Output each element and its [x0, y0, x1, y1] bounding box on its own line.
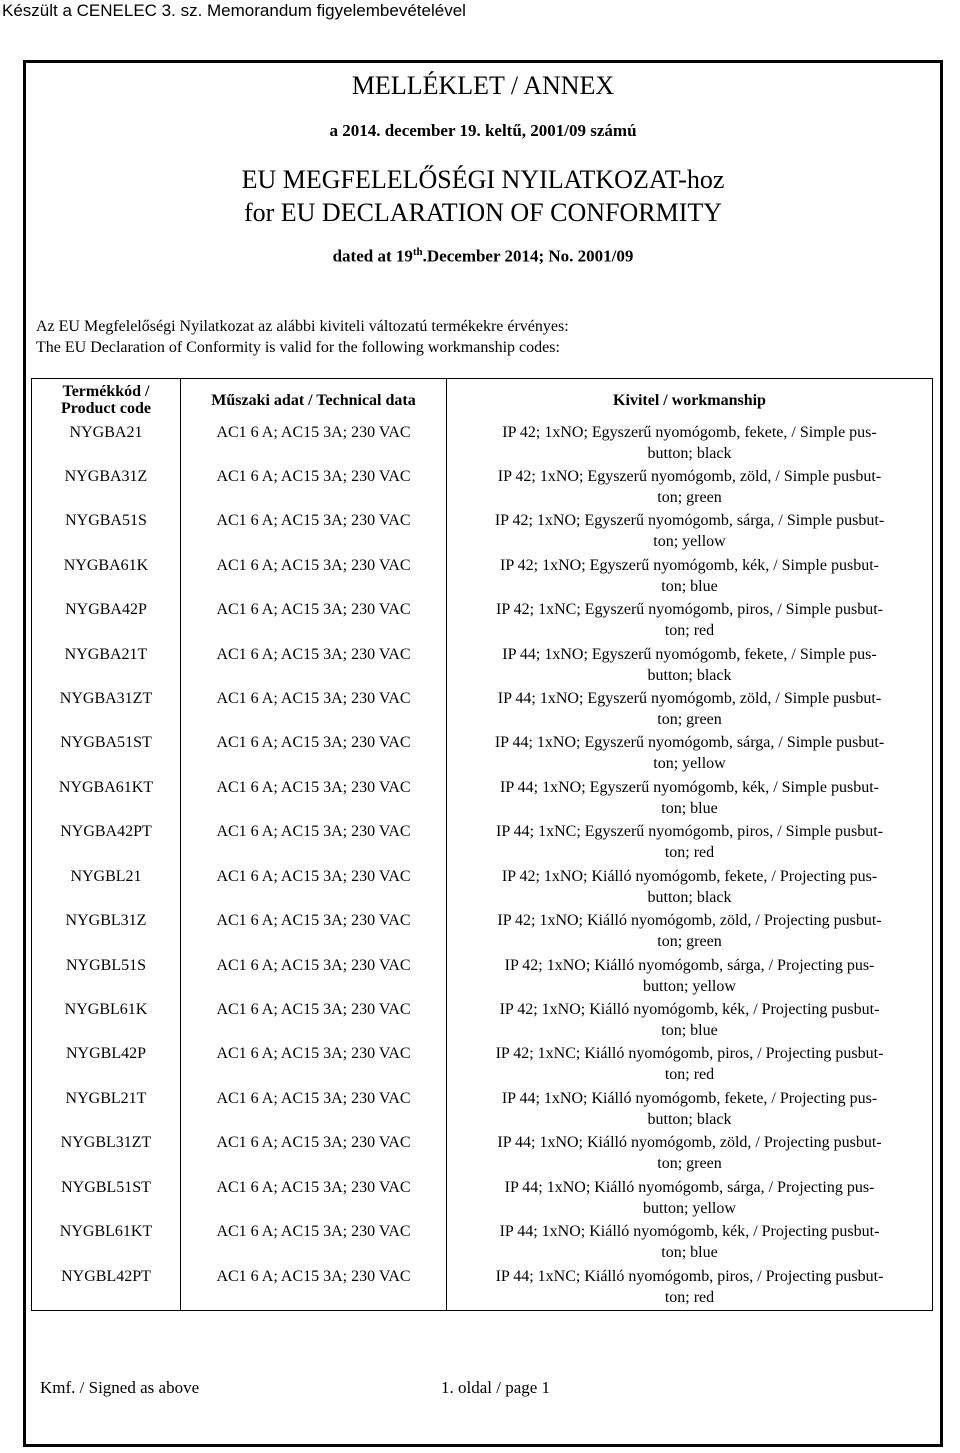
- workmanship-line1: IP 44; 1xNO; Kiálló nyomógomb, sárga, / Projecting pus-: [504, 1178, 875, 1196]
- table-row: [32, 821, 933, 865]
- workmanship-cell: [447, 1177, 933, 1221]
- dated-suffix: .December 2014; No. 2001/09: [422, 246, 634, 266]
- table-row: [32, 1088, 933, 1132]
- technical-data-cell: AC1 6 A; AC15 3A; 230 VAC: [181, 466, 447, 510]
- annex-subtitle: a 2014. december 19. keltű, 2001/09 számú: [329, 121, 637, 140]
- table-row: [32, 1266, 933, 1311]
- workmanship-line2: button; black: [647, 888, 732, 906]
- technical-data-cell: AC1 6 A; AC15 3A; 230 VAC: [181, 599, 447, 643]
- technical-data-cell: AC1 6 A; AC15 3A; 230 VAC: [181, 555, 447, 599]
- workmanship-line2: button; black: [647, 1110, 732, 1128]
- workmanship-line2: ton; red: [664, 844, 715, 862]
- workmanship-line2: ton; blue: [661, 799, 718, 817]
- workmanship-line2: button; yellow: [643, 977, 736, 995]
- workmanship-cell: [447, 688, 933, 732]
- table-row: [32, 777, 933, 821]
- table-row: [32, 644, 933, 688]
- workmanship-line2: ton; blue: [661, 1244, 718, 1262]
- technical-data-cell: AC1 6 A; AC15 3A; 230 VAC: [181, 866, 447, 910]
- intro-text-hu: Az EU Megfelelőségi Nyilatkozat az alábbi kiviteli változatú termékekre érvényes:: [36, 318, 569, 335]
- product-code-cell: NYGBL42PT: [32, 1266, 181, 1311]
- technical-data-cell: AC1 6 A; AC15 3A; 230 VAC: [181, 1043, 447, 1087]
- workmanship-line1: IP 44; 1xNO; Kiálló nyomógomb, fekete, / Projecting pus-: [501, 1089, 878, 1107]
- technical-data-cell: AC1 6 A; AC15 3A; 230 VAC: [181, 1266, 447, 1311]
- table-row: [32, 510, 933, 554]
- declaration-heading-hu: EU MEGFELELŐSÉGI NYILATKOZAT-hoz: [241, 165, 725, 194]
- table-row: [32, 1043, 933, 1087]
- workmanship-cell: [447, 955, 933, 999]
- technical-data-cell: AC1 6 A; AC15 3A; 230 VAC: [181, 1177, 447, 1221]
- technical-data-cell: AC1 6 A; AC15 3A; 230 VAC: [181, 422, 447, 466]
- workmanship-line1: IP 42; 1xNC; Kiálló nyomógomb, piros, / Projecting pusbut-: [495, 1045, 884, 1063]
- workmanship-cell: [447, 510, 933, 554]
- workmanship-line1: IP 44; 1xNC; Egyszerű nyomógomb, piros, / Simple pusbut-: [496, 823, 883, 841]
- intro-text-en: The EU Declaration of Conformity is valid for the following workmanship codes:: [36, 339, 560, 356]
- table-row: [32, 955, 933, 999]
- workmanship-line1: IP 44; 1xNO; Kiálló nyomógomb, kék, / Projecting pusbut-: [499, 1223, 880, 1241]
- workmanship-line2: ton; red: [664, 622, 715, 640]
- technical-data-cell: AC1 6 A; AC15 3A; 230 VAC: [181, 732, 447, 776]
- workmanship-line2: ton; green: [657, 933, 722, 951]
- header-workmanship: Kivitel / workmanship: [613, 391, 766, 409]
- table-row: [32, 466, 933, 510]
- workmanship-line2: ton; red: [664, 1066, 715, 1084]
- workmanship-cell: [447, 555, 933, 599]
- workmanship-line1: IP 42; 1xNO; Kiálló nyomógomb, fekete, / Projecting pus-: [501, 867, 878, 885]
- product-code-cell: NYGBL21: [32, 866, 181, 910]
- product-code-cell: NYGBA51ST: [32, 732, 181, 776]
- table-row: [32, 1221, 933, 1265]
- workmanship-line2: ton; blue: [661, 1021, 718, 1039]
- product-code-cell: NYGBL31ZT: [32, 1132, 181, 1176]
- product-code-cell: NYGBL61K: [32, 999, 181, 1043]
- product-code-cell: NYGBA42PT: [32, 821, 181, 865]
- workmanship-cell: [447, 466, 933, 510]
- table-row: [32, 910, 933, 954]
- workmanship-line1: IP 42; 1xNO; Egyszerű nyomógomb, kék, / Simple pusbut-: [500, 556, 879, 574]
- product-code-cell: NYGBL21T: [32, 1088, 181, 1132]
- workmanship-cell: [447, 1221, 933, 1265]
- dated-prefix: dated at 19: [332, 246, 413, 266]
- header-note: Készült a CENELEC 3. sz. Memorandum figyelembevételével: [2, 1, 466, 20]
- workmanship-line2: ton; green: [657, 711, 722, 729]
- workmanship-cell: [447, 1266, 933, 1311]
- header-technical-data: Műszaki adat / Technical data: [181, 379, 447, 422]
- dated-sup: th: [412, 246, 423, 258]
- table-row: [32, 688, 933, 732]
- table-row: [32, 999, 933, 1043]
- annex-frame: [23, 60, 943, 1447]
- technical-data-cell: AC1 6 A; AC15 3A; 230 VAC: [181, 1221, 447, 1265]
- technical-data-cell: AC1 6 A; AC15 3A; 230 VAC: [181, 999, 447, 1043]
- declaration-heading-en: for EU DECLARATION OF CONFORMITY: [243, 198, 723, 227]
- technical-data-cell: AC1 6 A; AC15 3A; 230 VAC: [181, 510, 447, 554]
- technical-data-cell: AC1 6 A; AC15 3A; 230 VAC: [181, 955, 447, 999]
- product-code-cell: NYGBA42P: [32, 599, 181, 643]
- product-code-cell: NYGBL51ST: [32, 1177, 181, 1221]
- workmanship-line1: IP 42; 1xNO; Egyszerű nyomógomb, sárga, / Simple pusbut-: [494, 512, 885, 530]
- workmanship-line2: button; black: [647, 666, 732, 684]
- product-code-cell: NYGBL51S: [32, 955, 181, 999]
- product-code-cell: NYGBA21: [32, 422, 181, 466]
- workmanship-cell: [447, 1043, 933, 1087]
- product-code-cell: NYGBA61K: [32, 555, 181, 599]
- workmanship-cell: [447, 999, 933, 1043]
- workmanship-line2: ton; green: [657, 488, 722, 506]
- technical-data-cell: AC1 6 A; AC15 3A; 230 VAC: [181, 1088, 447, 1132]
- workmanship-line1: IP 42; 1xNO; Kiálló nyomógomb, zöld, / Projecting pusbut-: [497, 912, 882, 930]
- table-row: [32, 732, 933, 776]
- workmanship-line1: IP 42; 1xNO; Kiálló nyomógomb, sárga, / Projecting pus-: [504, 956, 875, 974]
- annex-title: MELLÉKLET / ANNEX: [351, 71, 615, 100]
- workmanship-cell: [447, 910, 933, 954]
- workmanship-line2: ton; yellow: [653, 755, 726, 773]
- workmanship-line1: IP 42; 1xNO; Egyszerű nyomógomb, zöld, / Simple pusbut-: [497, 467, 882, 485]
- table-row: [32, 866, 933, 910]
- workmanship-cell: [447, 644, 933, 688]
- workmanship-line1: IP 44; 1xNO; Egyszerű nyomógomb, fekete, / Simple pus-: [502, 645, 877, 663]
- workmanship-line1: IP 44; 1xNO; Egyszerű nyomógomb, zöld, / Simple pusbut-: [497, 690, 882, 708]
- product-code-cell: NYGBA51S: [32, 510, 181, 554]
- technical-data-cell: AC1 6 A; AC15 3A; 230 VAC: [181, 821, 447, 865]
- workmanship-cell: [447, 422, 933, 466]
- workmanship-line2: ton; red: [664, 1288, 715, 1306]
- product-code-cell: NYGBL42P: [32, 1043, 181, 1087]
- table-body: [32, 422, 933, 1311]
- workmanship-line2: button; yellow: [643, 1199, 736, 1217]
- table-row: [32, 599, 933, 643]
- workmanship-cell: [447, 821, 933, 865]
- workmanship-cell: [447, 1132, 933, 1176]
- workmanship-line2: ton; yellow: [653, 533, 726, 551]
- workmanship-line2: ton; blue: [661, 577, 718, 595]
- workmanship-line1: IP 44; 1xNO; Egyszerű nyomógomb, kék, / Simple pusbut-: [500, 778, 879, 796]
- product-code-cell: NYGBL31Z: [32, 910, 181, 954]
- table-row: [32, 1177, 933, 1221]
- workmanship-cell: [447, 866, 933, 910]
- technical-data-cell: AC1 6 A; AC15 3A; 230 VAC: [181, 910, 447, 954]
- dated-line: [26, 246, 940, 267]
- workmanship-cell: [447, 777, 933, 821]
- product-code-cell: NYGBA31ZT: [32, 688, 181, 732]
- table-header-row: [32, 379, 933, 422]
- product-code-cell: NYGBA31Z: [32, 466, 181, 510]
- workmanship-line2: button; black: [647, 444, 732, 462]
- product-code-cell: NYGBL61KT: [32, 1221, 181, 1265]
- table-row: [32, 422, 933, 466]
- workmanship-cell: [447, 732, 933, 776]
- technical-data-cell: AC1 6 A; AC15 3A; 230 VAC: [181, 777, 447, 821]
- signed-note: Kmf. / Signed as above: [40, 1378, 200, 1397]
- workmanship-line1: IP 44; 1xNO; Egyszerű nyomógomb, sárga, / Simple pusbut-: [494, 734, 885, 752]
- table-row: [32, 1132, 933, 1176]
- technical-data-cell: AC1 6 A; AC15 3A; 230 VAC: [181, 688, 447, 732]
- workmanship-line1: IP 42; 1xNC; Egyszerű nyomógomb, piros, / Simple pusbut-: [496, 601, 883, 619]
- product-table: [31, 378, 933, 1311]
- workmanship-cell: [447, 599, 933, 643]
- workmanship-line1: IP 42; 1xNO; Egyszerű nyomógomb, fekete, / Simple pus-: [502, 423, 877, 441]
- technical-data-cell: AC1 6 A; AC15 3A; 230 VAC: [181, 644, 447, 688]
- header-code-line1: Termékkód /: [62, 383, 150, 401]
- header-code-line2: Product code: [61, 400, 151, 418]
- technical-data-cell: AC1 6 A; AC15 3A; 230 VAC: [181, 1132, 447, 1176]
- workmanship-cell: [447, 1088, 933, 1132]
- page-number: 1. oldal / page 1: [441, 1378, 551, 1397]
- workmanship-line1: IP 44; 1xNO; Kiálló nyomógomb, zöld, / Projecting pusbut-: [497, 1134, 882, 1152]
- product-code-cell: NYGBA21T: [32, 644, 181, 688]
- workmanship-line1: IP 42; 1xNO; Kiálló nyomógomb, kék, / Projecting pusbut-: [499, 1000, 880, 1018]
- workmanship-line2: ton; green: [657, 1155, 722, 1173]
- table-row: [32, 555, 933, 599]
- workmanship-line1: IP 44; 1xNC; Kiálló nyomógomb, piros, / Projecting pusbut-: [495, 1267, 884, 1285]
- product-code-cell: NYGBA61KT: [32, 777, 181, 821]
- header-product-code: [32, 379, 181, 422]
